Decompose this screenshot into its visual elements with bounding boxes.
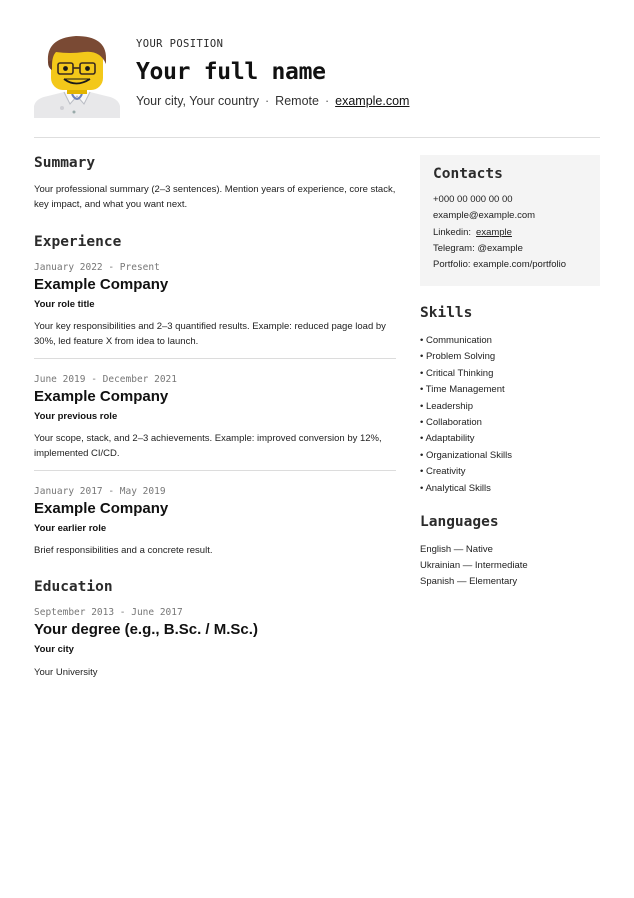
language-item: English — Native: [420, 544, 493, 556]
contacts-panel: [420, 155, 600, 286]
website-link[interactable]: example.com: [335, 94, 410, 108]
experience-item: [34, 471, 396, 559]
sidebar-column: [420, 305, 600, 590]
location: Your city, Your country: [136, 94, 259, 108]
education-university: Your University: [34, 666, 98, 678]
job-dates: January 2017 - May 2019: [34, 486, 166, 497]
job-description: Your key responsibilities and 2–3 quantified results. Example: reduced page load by 30%, led feature X from idea to launch.: [34, 321, 386, 347]
contact-telegram[interactable]: Telegram: @example: [433, 242, 523, 254]
skill-item: • Creativity: [420, 466, 466, 478]
contact-phone[interactable]: +000 00 000 00 00: [433, 194, 513, 205]
skill-item: • Analytical Skills: [420, 482, 491, 494]
contacts-heading: Contacts: [433, 166, 503, 182]
full-name: Your full name: [136, 59, 326, 85]
job-role: Your role title: [34, 299, 95, 310]
summary-heading: Summary: [34, 155, 96, 171]
resume-header: [34, 32, 600, 120]
contact-linkedin: [433, 225, 587, 241]
job-dates: January 2022 - Present: [34, 262, 160, 273]
skill-item: • Critical Thinking: [420, 367, 494, 379]
job-description: Brief responsibilities and a concrete result.: [34, 545, 213, 556]
skills-list: [420, 333, 600, 497]
work-mode: Remote: [275, 94, 319, 108]
job-description: Your scope, stack, and 2–3 achievements. Example: improved conversion by 12%, implemented CI/CD.: [34, 433, 382, 459]
position-title: YOUR POSITION: [136, 38, 224, 50]
experience-item: [34, 250, 396, 359]
linkedin-link[interactable]: example: [476, 226, 512, 238]
skill-item: • Organizational Skills: [420, 449, 513, 461]
education-degree: Your degree (e.g., B.Sc. / M.Sc.): [34, 620, 258, 638]
skill-item: • Problem Solving: [420, 351, 496, 363]
job-role: Your previous role: [34, 411, 118, 422]
job-role: Your earlier role: [34, 523, 107, 534]
contact-list: [433, 192, 587, 273]
skill-item: • Time Management: [420, 384, 505, 396]
experience-item: [34, 359, 396, 471]
main-column: [34, 155, 396, 678]
job-company: Example Company: [34, 500, 169, 517]
education-city: Your city: [34, 643, 74, 655]
education-heading: Education: [34, 578, 113, 595]
education-item: [34, 595, 396, 678]
header-meta: [136, 94, 600, 108]
summary-text: Your professional summary (2–3 sentences). Mention years of experience, core stack, key impact, and what you want next.: [34, 184, 396, 210]
contact-portfolio[interactable]: Portfolio: example.com/portfolio: [433, 259, 567, 271]
contact-email[interactable]: example@example.com: [433, 210, 536, 222]
languages-list: [420, 542, 600, 590]
languages-heading: Languages: [420, 514, 499, 531]
job-company: Example Company: [34, 388, 169, 405]
language-item: Spanish — Elementary: [420, 576, 518, 588]
header-text: [136, 32, 600, 108]
job-dates: June 2019 - December 2021: [34, 374, 177, 385]
separator: ·: [265, 94, 270, 108]
linkedin-label: Linkedin:: [433, 226, 472, 238]
header-divider: [34, 137, 600, 138]
skill-item: • Communication: [420, 335, 492, 346]
skill-item: • Leadership: [420, 400, 473, 412]
separator: ·: [324, 94, 330, 108]
avatar-figure-icon: [34, 32, 120, 118]
language-item: Ukrainian — Intermediate: [420, 560, 528, 572]
skill-item: • Adaptability: [420, 433, 475, 445]
skills-heading: Skills: [420, 305, 473, 321]
job-company: Example Company: [34, 276, 169, 293]
experience-heading: Experience: [34, 234, 122, 250]
education-dates: September 2013 - June 2017: [34, 606, 183, 618]
skill-item: • Collaboration: [420, 417, 482, 429]
avatar: [34, 32, 120, 118]
